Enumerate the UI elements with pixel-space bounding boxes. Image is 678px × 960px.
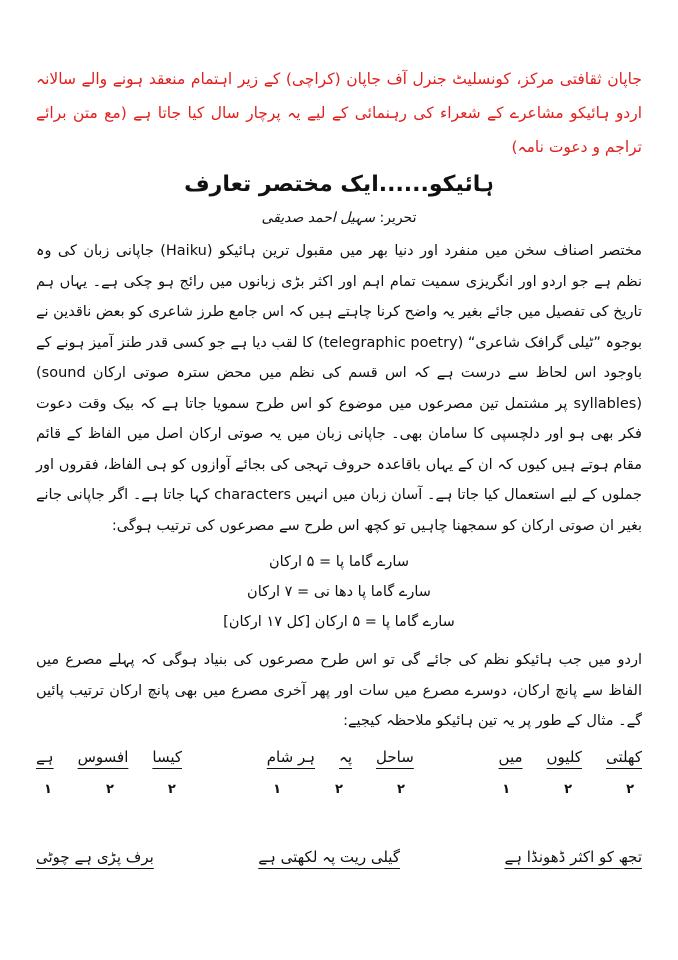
syllable-count: ۲ (564, 782, 573, 797)
haiku-second-lines (36, 848, 642, 866)
haiku-counts-1 (494, 782, 642, 797)
author-name: سہیل احمد صدیقی (261, 210, 376, 226)
haiku-word: ہے (36, 748, 54, 766)
syllable-count: ۲ (396, 782, 405, 797)
syllable-count: ۱ (273, 782, 282, 797)
term-sound-syllables: (sound syllables) (36, 365, 642, 412)
intro-paragraph (36, 236, 642, 541)
para1-part5: کہا جاتا ہے۔ اگر جاپانی جانے بغیر ان صوتی ارکان کو سمجھنا چاہیں تو کچھ اس طرح سے مصرعوں کی ترتیب ہوگی: (36, 487, 642, 534)
haiku-example-2 (267, 748, 414, 766)
para1-part4: پر مشتمل تین مصرعوں میں موضوع کو اس طرح سمویا جاتا ہے کہ بیک وقت دعوت فکر بھی ہو اور دلچسپی کا سامان بھی۔ جاپانی زبان میں یہ صوتی ارکان اصل میں الفاظ کے قائم مقام ہوتے ہیں کیوں کہ ان کے یہاں باقاعدہ حروف تہجی کی بجائے آوازوں کو ہی الفاظ، فقروں اور جملوں کے لیے استعمال کیا جاتا ہے۔ آسان زبان میں انہیں (36, 395, 642, 503)
haiku-word: میں (498, 748, 523, 766)
intro-notice: جاپان ثقافتی مرکز، کونسلیٹ جنرل آف جاپان (کراچی) کے زیر اہتمام منعقد ہونے والے سالانہ اردو ہائیکو مشاعرے کے شعراء کی رہنمائی کے لیے یہ پرچار سال کیا جاتا ہے (مع متن برائے تراجم و دعوت نامہ) (36, 70, 642, 156)
scheme-line-3: سارے گاما پا = ۵ ارکان [کل ۱۷ ارکان] (223, 614, 455, 630)
syllable-count: ۱ (502, 782, 511, 797)
haiku-word: افسوس (77, 748, 129, 766)
haiku-word: ہر شام (266, 748, 316, 766)
haiku-line-2: گیلی ریت پہ لکھتی ہے (258, 848, 400, 866)
haiku-example-words (36, 748, 642, 766)
para1-part2: جاپانی زبان کی وہ نظم ہے جو اردو اور انگریزی سمیت تمام اہم اور اکثر بڑی زبانوں میں رائج ہو چکی ہے۔ یہاں ہم تاریخ کی تفصیل میں جائے بغیر یہ واضح کرنا چاہتے ہیں کہ اس جامع طرز شاعری کو بعض ناقدین نے بوجوہ ”ٹیلی گرافک شاعری“ (36, 243, 643, 351)
haiku-line-3: برف پڑی ہے چوٹی (36, 848, 154, 866)
haiku-word: کھلتی (605, 748, 642, 766)
syllable-count: ۲ (335, 782, 343, 797)
urdu-haiku-paragraph: اردو میں جب ہائیکو نظم کی جائے گی تو اس طرح مصرعوں کی بنیاد ہوگی کہ پہلے مصرع میں الفاظ سے پانچ ارکان، دوسرے مصرع میں سات اور پھر آخری مصرع میں بھی پانچ ارکان ترتیب پائیں گے۔ مثال کے طور پر یہ تین ہائیکو ملاحظہ کیجیے: (36, 652, 642, 729)
term-haiku: (Haiku) (160, 243, 213, 259)
term-characters: characters (214, 487, 292, 503)
scheme-line-2: سارے گاما پا دھا نی = ۷ ارکان (247, 584, 431, 600)
syllable-count: ۱ (44, 782, 52, 797)
author-line (36, 204, 642, 232)
scheme-line-1: سارے گاما پا = ۵ ارکان (268, 554, 410, 570)
author-label: تحریر: (379, 210, 417, 226)
haiku-word: پہ (339, 748, 352, 766)
haiku-example-3 (36, 748, 182, 766)
article-title: ہائیکو......ایک مختصر تعارف (184, 172, 494, 197)
para1-part3: کا لقب دیا ہے جو کسی قدر طنز آمیز ہونے کے باوجود اس لحاظ سے درست ہے کہ اس قسم کی نظم میں محض سترہ صوتی ارکان (36, 334, 642, 381)
haiku-word: کیسا (152, 748, 182, 766)
haiku-line-1: تجھ کو اکثر ڈھونڈا ہے (504, 848, 642, 866)
haiku-word: ساحل (376, 748, 414, 766)
haiku-example-1 (499, 748, 642, 766)
syllable-scheme (36, 547, 642, 637)
syllable-count: ۲ (105, 782, 114, 797)
syllable-count: ۲ (626, 782, 634, 797)
haiku-counts-3 (36, 782, 184, 797)
haiku-syllable-counts (36, 782, 642, 797)
syllable-count: ۲ (167, 782, 176, 797)
term-telegraphic: (telegraphic poetry) (318, 334, 464, 351)
haiku-counts-2 (265, 782, 413, 797)
para1-part1: مختصر اصناف سخن میں منفرد اور دنیا بھر میں مقبول ترین ہائیکو (218, 243, 643, 259)
haiku-word: کلیوں (546, 748, 582, 766)
